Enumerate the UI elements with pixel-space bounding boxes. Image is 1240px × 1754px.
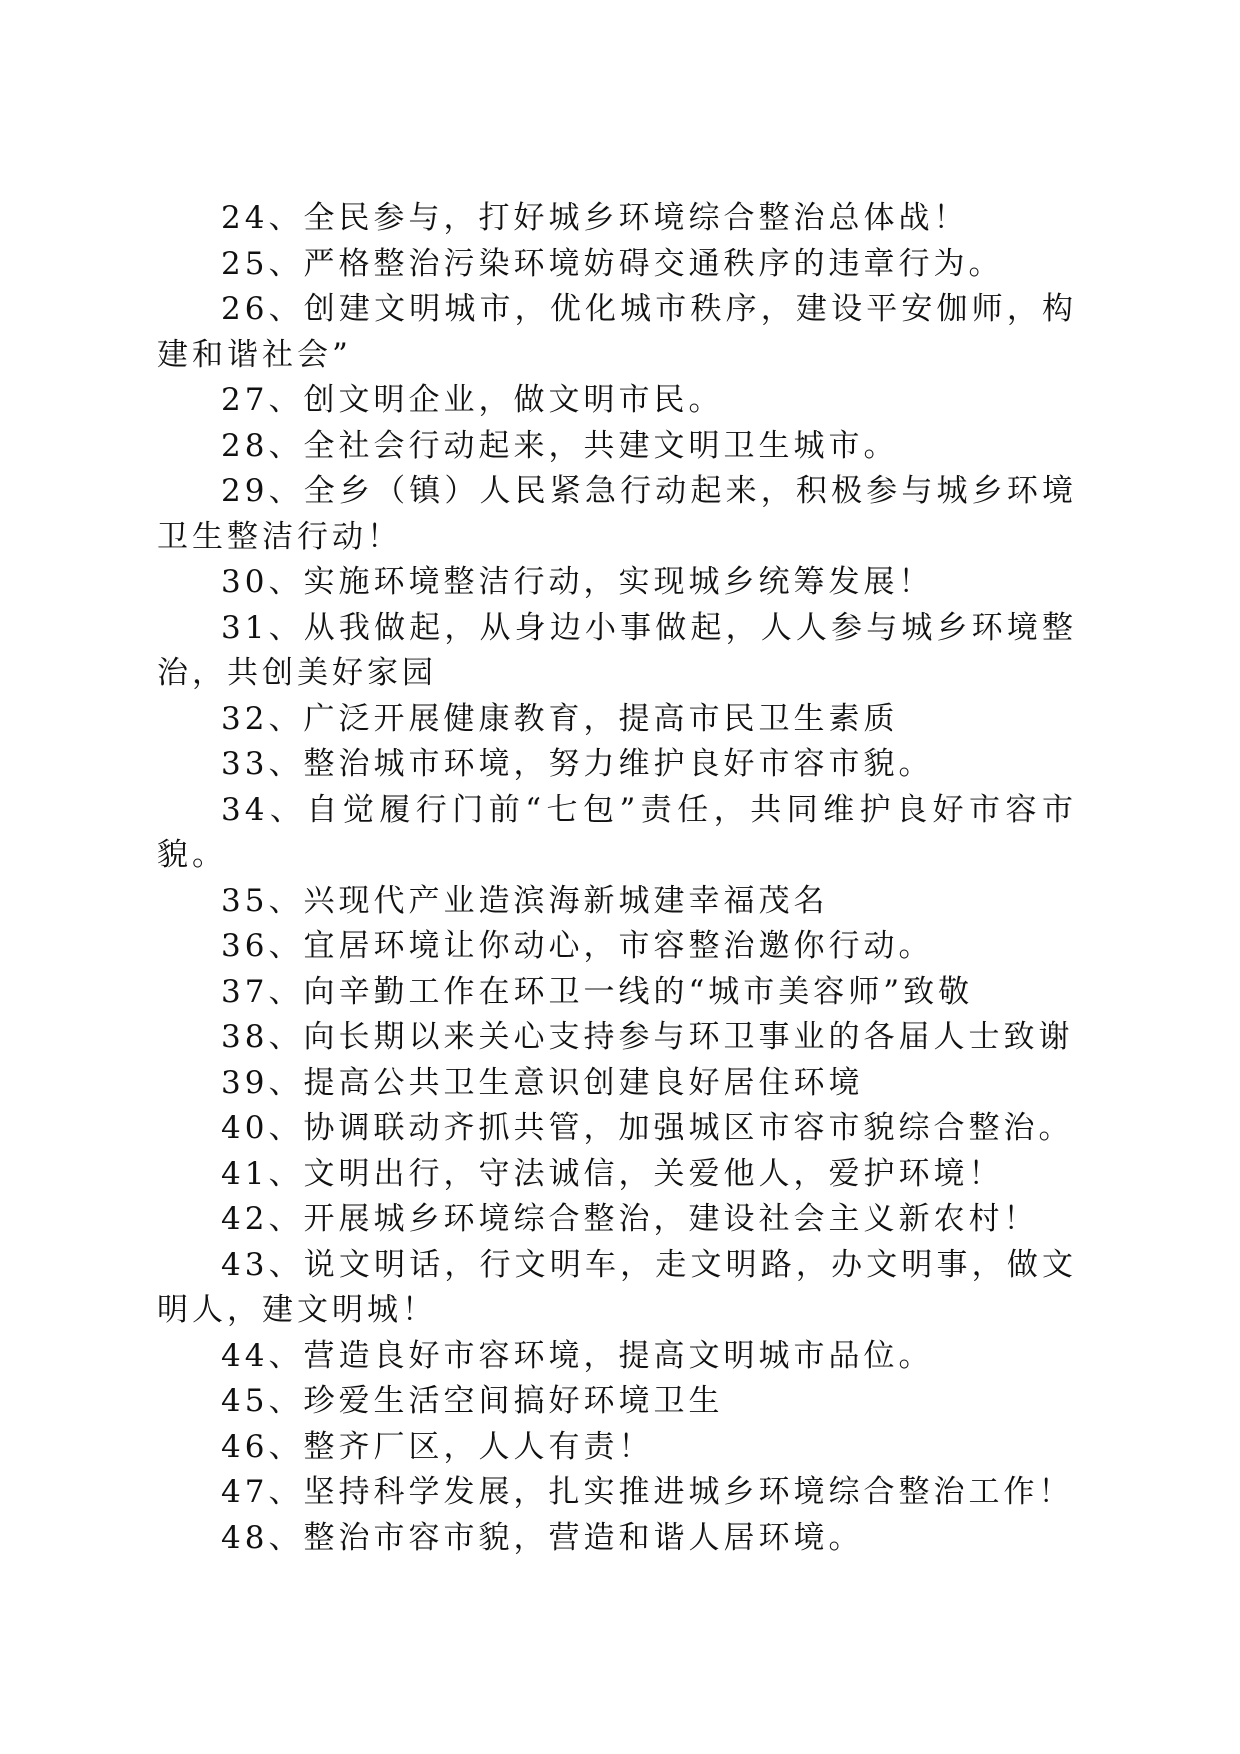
list-item: 29、全乡（镇）人民紧急行动起来，积极参与城乡环境卫生整洁行动！	[157, 473, 1077, 555]
list-item: 48、整治市容市貌，营造和谐人居环境。	[221, 1519, 864, 1556]
list-item: 47、坚持科学发展，扎实推进城乡环境综合整治工作！	[221, 1474, 1074, 1510]
list-item: 40、协调联动齐抓共管，加强城区市容市貌综合整治。	[221, 1110, 1074, 1146]
list-item: 36、宜居环境让你动心，市容整治邀你行动。	[221, 928, 934, 964]
list-item: 46、整齐厂区，人人有责！	[221, 1428, 654, 1465]
list-item: 26、创建文明城市，优化城市秩序，建设平安伽师，构建和谐社会”	[157, 291, 1077, 373]
list-item: 43、说文明话，行文明车，走文明路，办文明事，做文明人，建文明城！	[157, 1246, 1077, 1328]
list-item: 41、文明出行，守法诚信，关爱他人，爱护环境！	[221, 1155, 1004, 1192]
list-item: 28、全社会行动起来，共建文明卫生城市。	[221, 427, 899, 464]
list-item: 30、实施环境整洁行动，实现城乡统筹发展！	[221, 564, 934, 600]
list-item: 42、开展城乡环境综合整治，建设社会主义新农村！	[221, 1201, 1039, 1237]
list-item: 44、营造良好市容环境，提高文明城市品位。	[221, 1337, 934, 1374]
slogan-list	[157, 196, 1077, 1561]
list-item: 35、兴现代产业造滨海新城建幸福茂名	[221, 882, 829, 919]
list-item: 39、提高公共卫生意识创建良好居住环境	[221, 1064, 864, 1101]
list-item: 34、自觉履行门前“七包”责任，共同维护良好市容市貌。	[157, 791, 1077, 873]
list-item: 31、从我做起，从身边小事做起，人人参与城乡环境整治，共创美好家园	[157, 609, 1077, 691]
list-item: 27、创文明企业，做文明市民。	[221, 382, 724, 418]
list-item: 45、珍爱生活空间搞好环境卫生	[221, 1383, 724, 1419]
list-item: 33、整治城市环境，努力维护良好市容市貌。	[221, 746, 934, 782]
list-item: 24、全民参与，打好城乡环境综合整治总体战！	[221, 200, 969, 236]
list-item: 38、向长期以来关心支持参与环卫事业的各届人士致谢	[221, 1019, 1074, 1055]
list-item: 32、广泛开展健康教育，提高市民卫生素质	[221, 700, 899, 737]
list-item: 37、向辛勤工作在环卫一线的“城市美容师”致敬	[221, 973, 974, 1010]
list-item: 25、严格整治污染环境妨碍交通秩序的违章行为。	[221, 245, 1004, 282]
